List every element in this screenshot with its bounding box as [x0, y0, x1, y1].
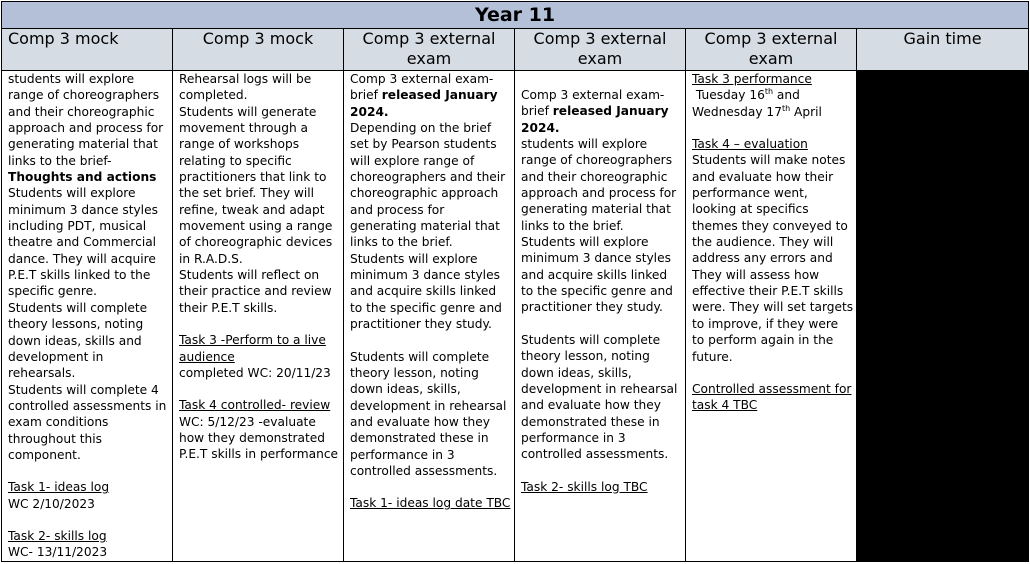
intro-text: Comp 3 external exam-brief [521, 88, 665, 119]
task-heading: Task 4 controlled- review [179, 398, 331, 413]
paragraph: Students will explore minimum 3 dance styles and acquire skills linked to the specific genre and practitioner they study. [350, 251, 502, 332]
task-heading: Controlled assessment for task 4 TBC [692, 381, 852, 413]
paragraph: students will explore range of choreographers and their choreographic approach and process for generating material that links to the brief. [521, 137, 677, 233]
paragraph: Depending on the brief set by Pearson students will explore range of choreographers and their choreographic approach and process for generating material that links to the brief. [350, 121, 506, 250]
paragraph: Students will explore minimum 3 dance styles and acquire skills linked to the specific genre and practitioner they study. [521, 235, 673, 315]
task-heading: Task 2- skills log TBC [521, 479, 648, 494]
year11-curriculum-table [1, 1, 1029, 562]
task-date: WC- 13/11/2023 [8, 545, 108, 560]
table-title: Year 11 [2, 2, 1029, 29]
cell-gain-time [857, 71, 1029, 562]
header-label: Gain time [903, 29, 982, 48]
bold-text: released January 2024. [350, 88, 498, 119]
task-heading: Task 3 -Perform to a live audience [179, 333, 326, 364]
header-comp3-external-1 [344, 29, 515, 71]
task-heading: Task 4 – evaluation [692, 137, 808, 152]
cell-comp3-mock-2 [173, 71, 344, 562]
cell-comp3-mock-1 [2, 71, 173, 562]
paragraph: Students will complete 4 controlled assessments in exam conditions throughout this component. [8, 382, 167, 462]
task-heading: Task 2- skills log [8, 528, 107, 543]
task-date: completed WC: 20/11/23 [179, 365, 331, 380]
date-suffix: th [781, 103, 791, 113]
header-comp3-external-3 [686, 29, 857, 71]
header-comp3-mock-2 [173, 29, 344, 71]
date-text: Tuesday 16 [695, 88, 765, 103]
paragraph: Students will complete theory lesson, noting down ideas, skills, development in rehearsal and evaluate how they demonstrated these in performance in 3 controlled assessments. [521, 332, 678, 462]
header-label: Comp 3 mock [8, 29, 119, 48]
date-line [692, 87, 854, 103]
task-heading: Task 3 performance [692, 72, 812, 86]
header-label: Comp 3 external exam [533, 29, 667, 68]
task-heading: Task 1- ideas log [8, 480, 110, 495]
paragraph: Students will reflect on their practice and review their P.E.T skills. [179, 268, 332, 315]
cell-comp3-external-1 [344, 71, 515, 562]
task-description: WC: 5/12/23 -evaluate how they demonstrated P.E.T skills in performance [179, 414, 339, 462]
paragraph [521, 87, 683, 136]
paragraph: Students will complete theory lesson, noting down ideas, skills, development in rehearsal and evaluate how they demonstrated these in performance in 3 controlled assessments. [350, 349, 507, 478]
cell-comp3-external-2 [515, 71, 686, 562]
cell-comp3-external-3 [686, 71, 857, 562]
task-date: WC 2/10/2023 [8, 496, 95, 511]
paragraph: Rehearsal logs will be completed. [179, 72, 312, 103]
header-gain-time [857, 29, 1029, 71]
header-comp3-external-2 [515, 29, 686, 71]
date-text: and [773, 88, 800, 103]
date-line [692, 104, 854, 120]
intro-text: Comp 3 external exam-brief [350, 72, 494, 103]
paragraph [350, 71, 512, 120]
paragraph: Students will complete theory lessons, noting down ideas, skills and development in rehearsals. [8, 300, 148, 381]
bold-text: released January 2024. [521, 104, 669, 135]
paragraph: Students will generate movement through a range of workshops relating to specific practitioners that link to the set brief. They will refine, tweak and adapt movement using a range of choreographic devices in R.A.D.S. [179, 104, 333, 266]
year11-table-wrapper [1, 1, 1028, 562]
date-text: April [790, 104, 822, 119]
header-comp3-mock-1 [2, 29, 173, 71]
date-text: Wednesday 17 [692, 104, 782, 119]
paragraph: students will explore range of choreographers and their choreographic approach and process for generating material that links to the brief- [8, 72, 164, 168]
task-heading: Task 1- ideas log date TBC [350, 496, 511, 511]
paragraph: Students will make notes and evaluate how their performance went, looking at specifics themes they conveyed to the audience. They will address any errors and They will assess how effective their P.E.T skills were. They will set targets to improve, if they were to perform again in the future. [692, 153, 854, 364]
header-label: Comp 3 external exam [704, 29, 838, 68]
header-label: Comp 3 external exam [362, 29, 496, 68]
bold-text: Thoughts and actions [8, 170, 157, 185]
header-label: Comp 3 mock [202, 29, 314, 48]
date-suffix: th [764, 87, 774, 97]
paragraph: Students will explore minimum 3 dance styles including PDT, musical theatre and Commercial dance. They will acquire P.E.T skills linked to the specific genre. [8, 186, 158, 299]
